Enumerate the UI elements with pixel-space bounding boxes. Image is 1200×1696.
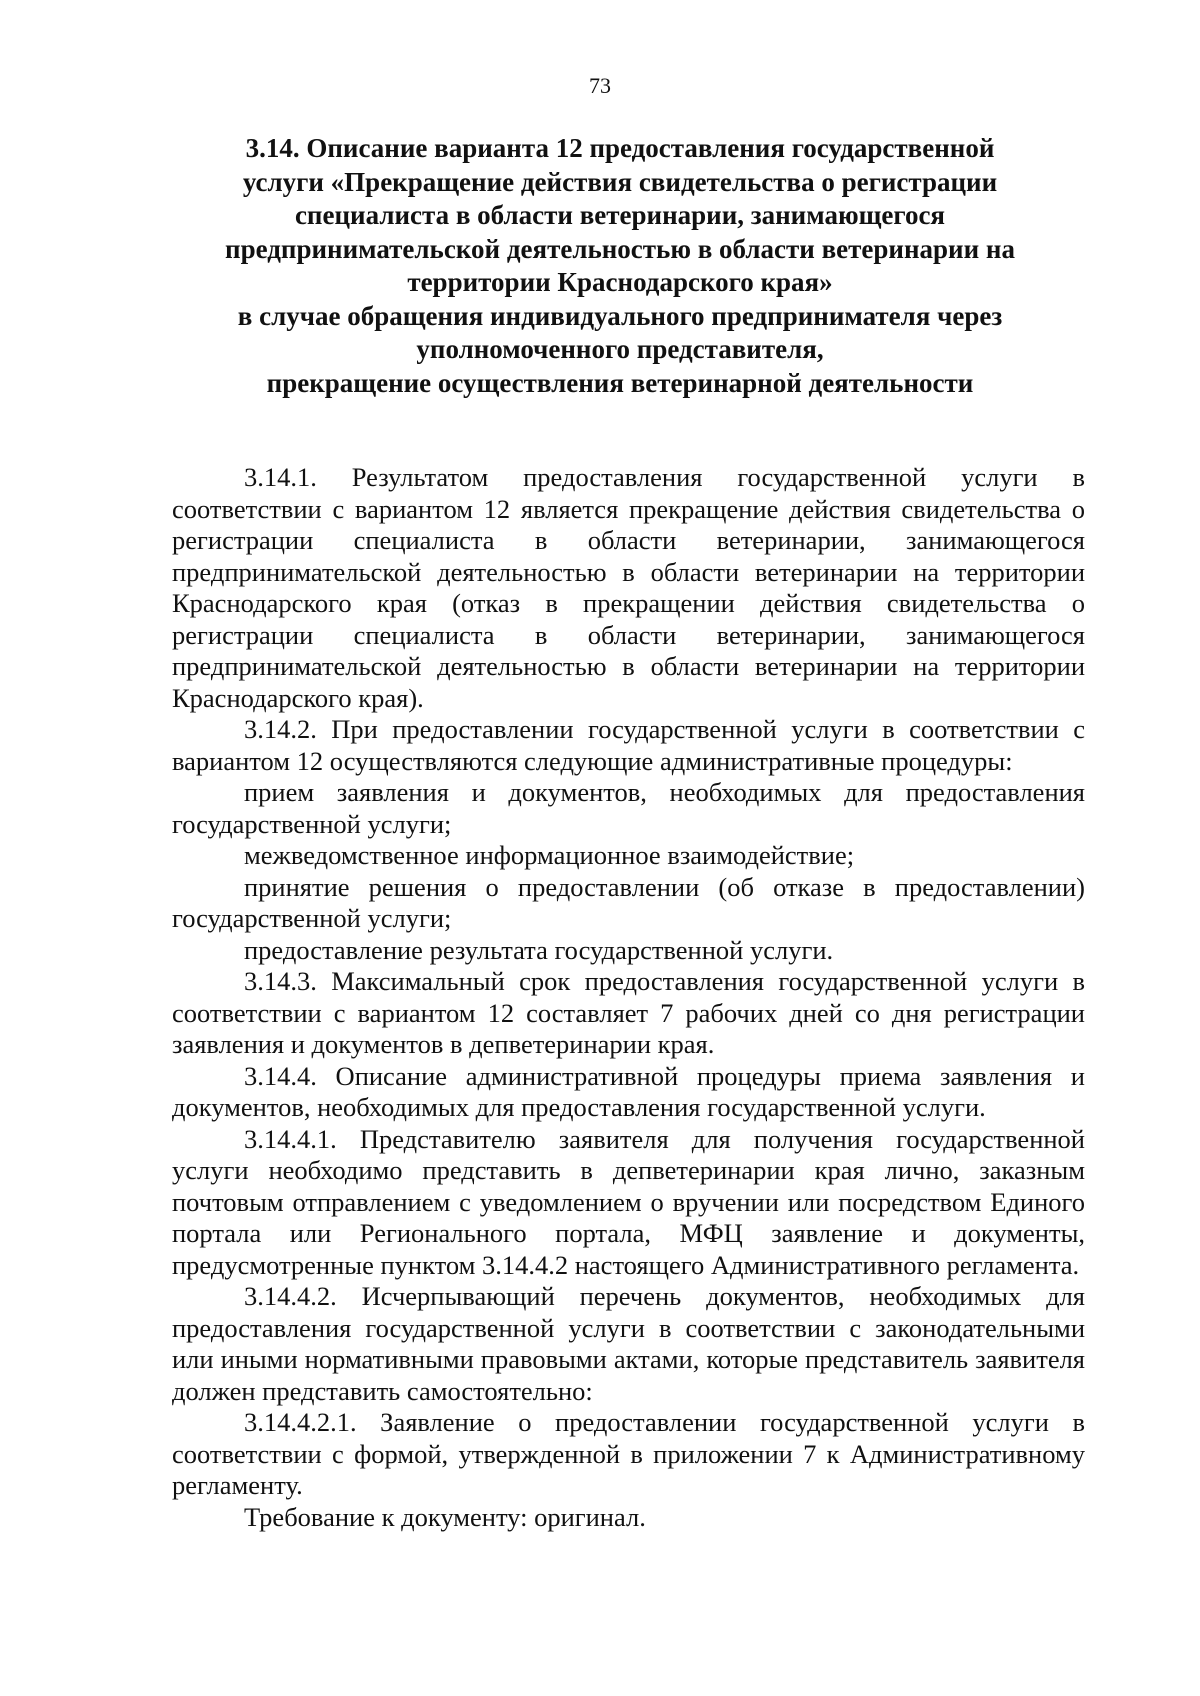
procedure-item: прием заявления и документов, необходимых для предоставления государственной услуги; [172,777,1085,839]
heading-line: уполномоченного представителя, [416,334,824,364]
paragraph-3-14-1: 3.14.1. Результатом предоставления государственной услуги в соответствии с вариантом 12 является прекращение действия свидетельства о регистрации специалиста в области ветеринарии, занимающегося предпринимательской деятельностью в области ветеринарии на территории Краснодарского края (отказ в прекращении действия свидетельства о регистрации специалиста в области ветеринарии, занимающегося предпринимательской деятельностью в области ветеринарии на территории Краснодарского края). [172,462,1085,713]
heading-line: услуги «Прекращение действия свидетельства о регистрации [242,166,998,197]
document-requirement: Требование к документу: оригинал. [244,1501,646,1532]
procedure-item: межведомственное информационное взаимодействие; [244,840,855,870]
paragraph-3-14-4: 3.14.4. Описание административной процедуры приема заявления и документов, необходимых для предоставления государственной услуги. [172,1060,1085,1122]
heading-line: в случае обращения индивидуального предпринимателя через [237,300,1003,331]
procedure-item: принятие решения о предоставлении (об отказе в предоставлении) государственной услуги; [172,871,1085,933]
body-text [172,462,1085,1533]
paragraph-3-14-4-2: 3.14.4.2. Исчерпывающий перечень документов, необходимых для предоставления государственной услуги в соответствии с законодательными или иными нормативными правовыми актами, которые представитель заявителя должен представить самостоятельно: [172,1281,1085,1406]
heading-line: прекращение осуществления ветеринарной деятельности [266,367,974,398]
paragraph-3-14-2: 3.14.2. При предоставлении государственной услуги в соответствии с вариантом 12 осуществляются следующие административные процедуры: [172,714,1085,776]
paragraph-3-14-4-1: 3.14.4.1. Представителю заявителя для получения государственной услуги необходимо представить в депветеринарии края лично, заказным почтовым отправлением с уведомлением о вручении или посредством Единого портала или Регионального портала, МФЦ заявление и документы, предусмотренные пунктом 3.14.4.2 настоящего Административного регламента. [172,1123,1085,1280]
page-number: 73 [589,73,611,98]
heading-line: специалиста в области ветеринарии, занимающегося [294,200,946,230]
procedure-item: предоставление результата государственной услуги. [244,934,834,965]
heading-line: 3.14. Описание варианта 12 предоставления государственной [245,133,995,163]
paragraph-3-14-3: 3.14.3. Максимальный срок предоставления государственной услуги в соответствии с вариантом 12 составляет 7 рабочих дней со дня регистрации заявления и документов в депветеринарии края. [172,966,1085,1059]
paragraph-3-14-4-2-1: 3.14.4.2.1. Заявление о предоставлении государственной услуги в соответствии с формой, утвержденной в приложении 7 к Административному регламенту. [172,1407,1085,1500]
heading-line: территории Краснодарского края» [407,267,833,297]
section-heading [190,132,1050,400]
heading-line: предпринимательской деятельностью в области ветеринарии на [225,233,1015,264]
